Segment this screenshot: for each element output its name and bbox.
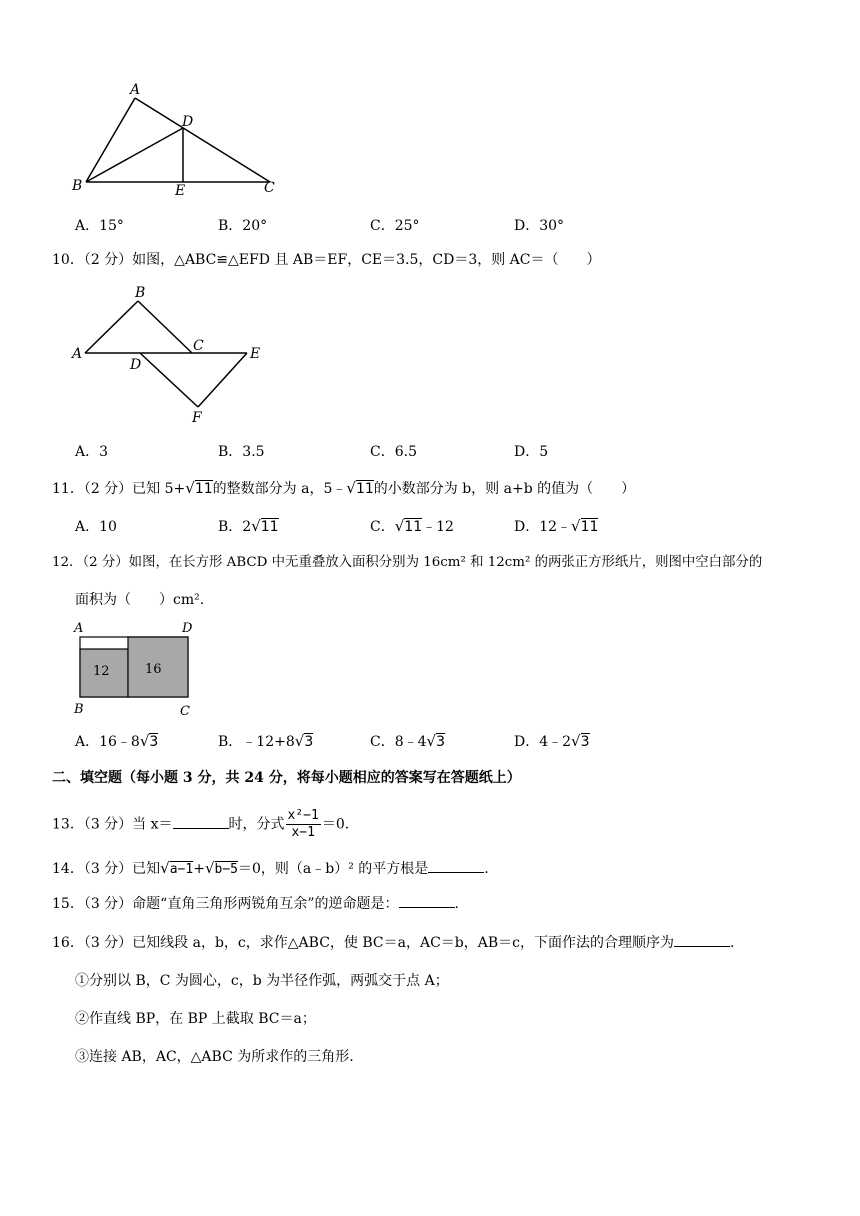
q13-fraction: $\frac{\text{x²−1}}{x-1}$ — [287, 808, 319, 840]
q9-label-a: A — [130, 82, 141, 98]
q9-label-d: D — [182, 114, 194, 130]
q9-option-c: C．25° — [370, 218, 420, 234]
q11-sqrt-1: √11 — [185, 479, 213, 497]
q12-stem-line1: 12．（2 分）如图，在长方形 ABCD 中无重叠放入面积分别为 16cm² 和 12cm² 的两张正方形纸片，则图中空白部分的 — [52, 555, 763, 570]
q10-label-b: B — [135, 285, 146, 301]
q16-step-3: ③连接 AB，AC，△ABC 为所求作的三角形. — [75, 1049, 354, 1065]
q11-option-a: A．10 — [75, 519, 117, 535]
q12-label-b: B — [74, 702, 84, 717]
q10-option-c: C．6.5 — [370, 444, 417, 460]
q9-label-b: B — [72, 178, 83, 194]
q11-sqrt-2: √11 — [346, 479, 374, 497]
q13-answer-blank[interactable] — [173, 814, 229, 829]
q11-stem — [52, 478, 635, 499]
q12-label-small-square: 12 — [93, 664, 110, 679]
q10-option-b: B．3.5 — [218, 444, 265, 460]
q12-label-big-square: 16 — [145, 662, 162, 677]
q10-label-d: D — [130, 357, 142, 373]
q16-step-1: ①分别以 B，C 为圆心，c，b 为半径作弧，两弧交于点 A； — [75, 973, 449, 989]
q12-option-c: C．8﹣4√3 — [370, 732, 446, 750]
q9-label-e: E — [175, 183, 186, 199]
q11-option-d: D．12﹣√11 — [514, 517, 599, 535]
q10-option-a: A．3 — [75, 444, 109, 460]
q9-triangle-figure — [60, 78, 290, 203]
q12-option-d: D．4﹣2√3 — [514, 732, 590, 750]
q12-label-c: C — [180, 704, 190, 719]
q12-label-d: D — [182, 621, 193, 636]
q10-congruent-triangles-figure — [65, 282, 275, 427]
q16-step-2: ②作直线 BP，在 BP 上截取 BC＝a； — [75, 1011, 316, 1027]
q10-label-e: E — [250, 346, 261, 362]
q15-answer-blank[interactable] — [399, 893, 455, 908]
q9-option-b: B．20° — [218, 218, 268, 234]
q10-label-a: A — [72, 346, 83, 362]
q12-rectangle-figure — [68, 618, 208, 722]
q10-label-c: C — [193, 338, 204, 354]
q16: 16．（3 分）已知线段 a，b，c，求作△ABC，使 BC＝a，AC＝b，AB＝c，下面作法的合理顺序为 . — [52, 932, 734, 953]
q16-answer-blank[interactable] — [674, 932, 730, 947]
q10-label-f: F — [192, 410, 202, 426]
q9-label-c: C — [264, 180, 275, 196]
q10-stem: 10．（2 分）如图，△ABC≌△EFD 且 AB＝EF，CE＝3.5，CD＝3，则 AC＝（ ） — [52, 252, 601, 268]
q13: 13．（3 分）当 x＝ 时，分式 $\frac{\text{x²−1}}{x-1}$ ＝0. — [52, 808, 350, 840]
q12-option-a: A．16﹣8√3 — [75, 732, 159, 750]
q9-option-d: D．30° — [514, 218, 565, 234]
section-2-heading: 二、填空题（每小题 3 分，共 24 分，将每小题相应的答案写在答题纸上） — [52, 770, 521, 786]
q14: 14．（3 分）已知√a−1+√b−5＝0，则（a﹣b）² 的平方根是 . — [52, 859, 489, 877]
q11-option-c: C．√11﹣12 — [370, 517, 454, 535]
q12-stem-line2: 面积为（ ）cm². — [75, 592, 205, 608]
q11-stem-pre: 11．（2 分）已知 5+ — [52, 481, 186, 497]
q10-option-d: D．5 — [514, 444, 549, 460]
q11-stem-mid1: 的整数部分为 a，5﹣ — [212, 481, 347, 497]
q12-label-a: A — [74, 621, 84, 636]
q11-stem-mid2: 的小数部分为 b，则 a+b 的值为（ ） — [373, 481, 636, 497]
q9-option-a: A．15° — [75, 218, 124, 234]
q14-answer-blank[interactable] — [428, 858, 484, 873]
q11-option-b: B．2√11 — [218, 517, 279, 535]
q12-option-b: B．﹣12+8√3 — [218, 732, 314, 750]
q15: 15．（3 分）命题“直角三角形两锐角互余”的逆命题是： . — [52, 893, 459, 914]
